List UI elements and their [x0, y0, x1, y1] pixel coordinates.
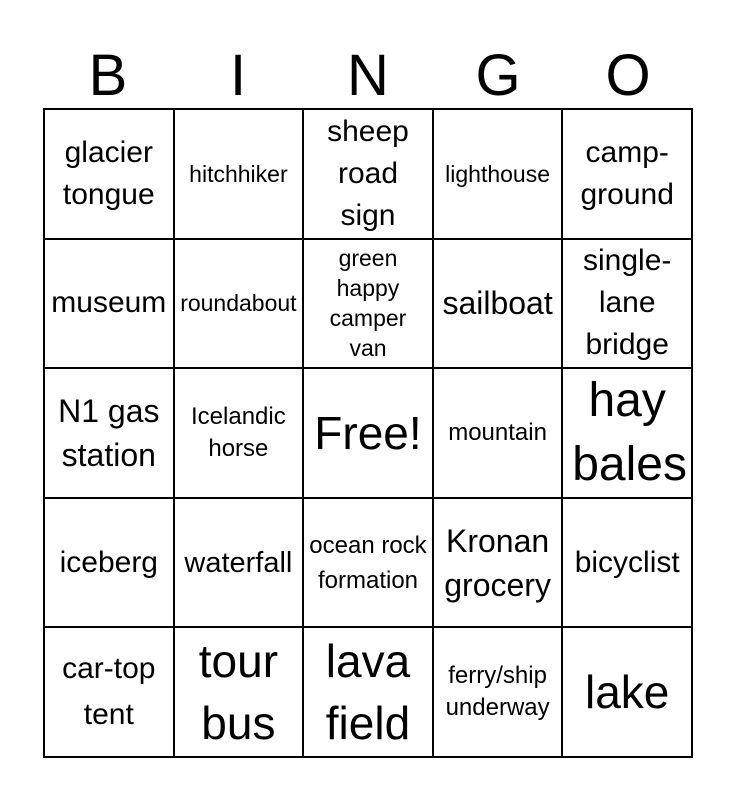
bingo-cell-label: sailboat [442, 285, 553, 322]
bingo-cell[interactable] [304, 240, 434, 370]
bingo-cell[interactable] [563, 240, 693, 370]
bingo-cell[interactable] [563, 369, 693, 499]
bingo-cell[interactable] [434, 369, 564, 499]
bingo-cell[interactable] [45, 369, 175, 499]
bingo-cell-label: iceberg [59, 545, 158, 579]
bingo-cell[interactable] [304, 499, 434, 629]
bingo-cell-label: roundabout [180, 290, 297, 317]
bingo-cell-label: hay bales [572, 374, 687, 491]
bingo-cell-label: Icelandic horse [191, 402, 286, 462]
bingo-cell-label: tour bus [198, 635, 279, 750]
bingo-cell-label: sheep road sign [327, 114, 409, 232]
bingo-cell[interactable] [45, 110, 175, 240]
header-letter-i: I [229, 43, 247, 108]
bingo-cell-label: camp-ground [580, 135, 674, 211]
bingo-cell-free[interactable] [304, 369, 434, 499]
bingo-cell[interactable] [175, 110, 305, 240]
bingo-cell-label: lava field [325, 635, 411, 750]
bingo-cell-label: single-lane bridge [583, 244, 672, 362]
bingo-cell[interactable] [45, 499, 175, 629]
bingo-cell-label: waterfall [184, 546, 293, 579]
bingo-cell-label: lake [585, 666, 670, 719]
bingo-cell[interactable] [304, 628, 434, 758]
bingo-cell[interactable] [175, 240, 305, 370]
bingo-cell[interactable] [563, 628, 693, 758]
bingo-cell[interactable] [434, 628, 564, 758]
bingo-cell-label: mountain [448, 418, 547, 446]
bingo-cell-label: hitchhiker [189, 160, 288, 187]
header-letter-g: G [475, 43, 521, 108]
header-letter-o: O [605, 43, 651, 108]
bingo-cell-label: green happy camper van [329, 245, 407, 362]
bingo-cell[interactable] [434, 499, 564, 629]
bingo-cell-label: Free! [314, 406, 422, 459]
bingo-cell[interactable] [434, 110, 564, 240]
bingo-header [43, 44, 693, 108]
bingo-cell[interactable] [304, 110, 434, 240]
bingo-cell[interactable] [175, 628, 305, 758]
bingo-cell[interactable] [563, 110, 693, 240]
bingo-cell-label: bicyclist [574, 545, 680, 579]
header-letter-b: B [88, 43, 128, 108]
bingo-cell-label: car-top tent [62, 652, 156, 732]
bingo-cell-label: ferry/ship underway [445, 662, 550, 722]
bingo-cell[interactable] [45, 628, 175, 758]
header-letter-n: N [347, 43, 389, 108]
bingo-cell-label: ocean rock formation [309, 531, 427, 594]
bingo-cell[interactable] [175, 369, 305, 499]
bingo-board [43, 108, 693, 758]
bingo-cell[interactable] [45, 240, 175, 370]
bingo-cell-label: N1 gas station [58, 392, 160, 473]
bingo-cell-label: Kronan grocery [444, 522, 551, 603]
bingo-cell[interactable] [563, 499, 693, 629]
bingo-cell-label: glacier tongue [62, 135, 155, 211]
bingo-cell-label: museum [51, 286, 167, 320]
bingo-cell[interactable] [175, 499, 305, 629]
bingo-cell[interactable] [434, 240, 564, 370]
bingo-cell-label: lighthouse [445, 160, 551, 187]
